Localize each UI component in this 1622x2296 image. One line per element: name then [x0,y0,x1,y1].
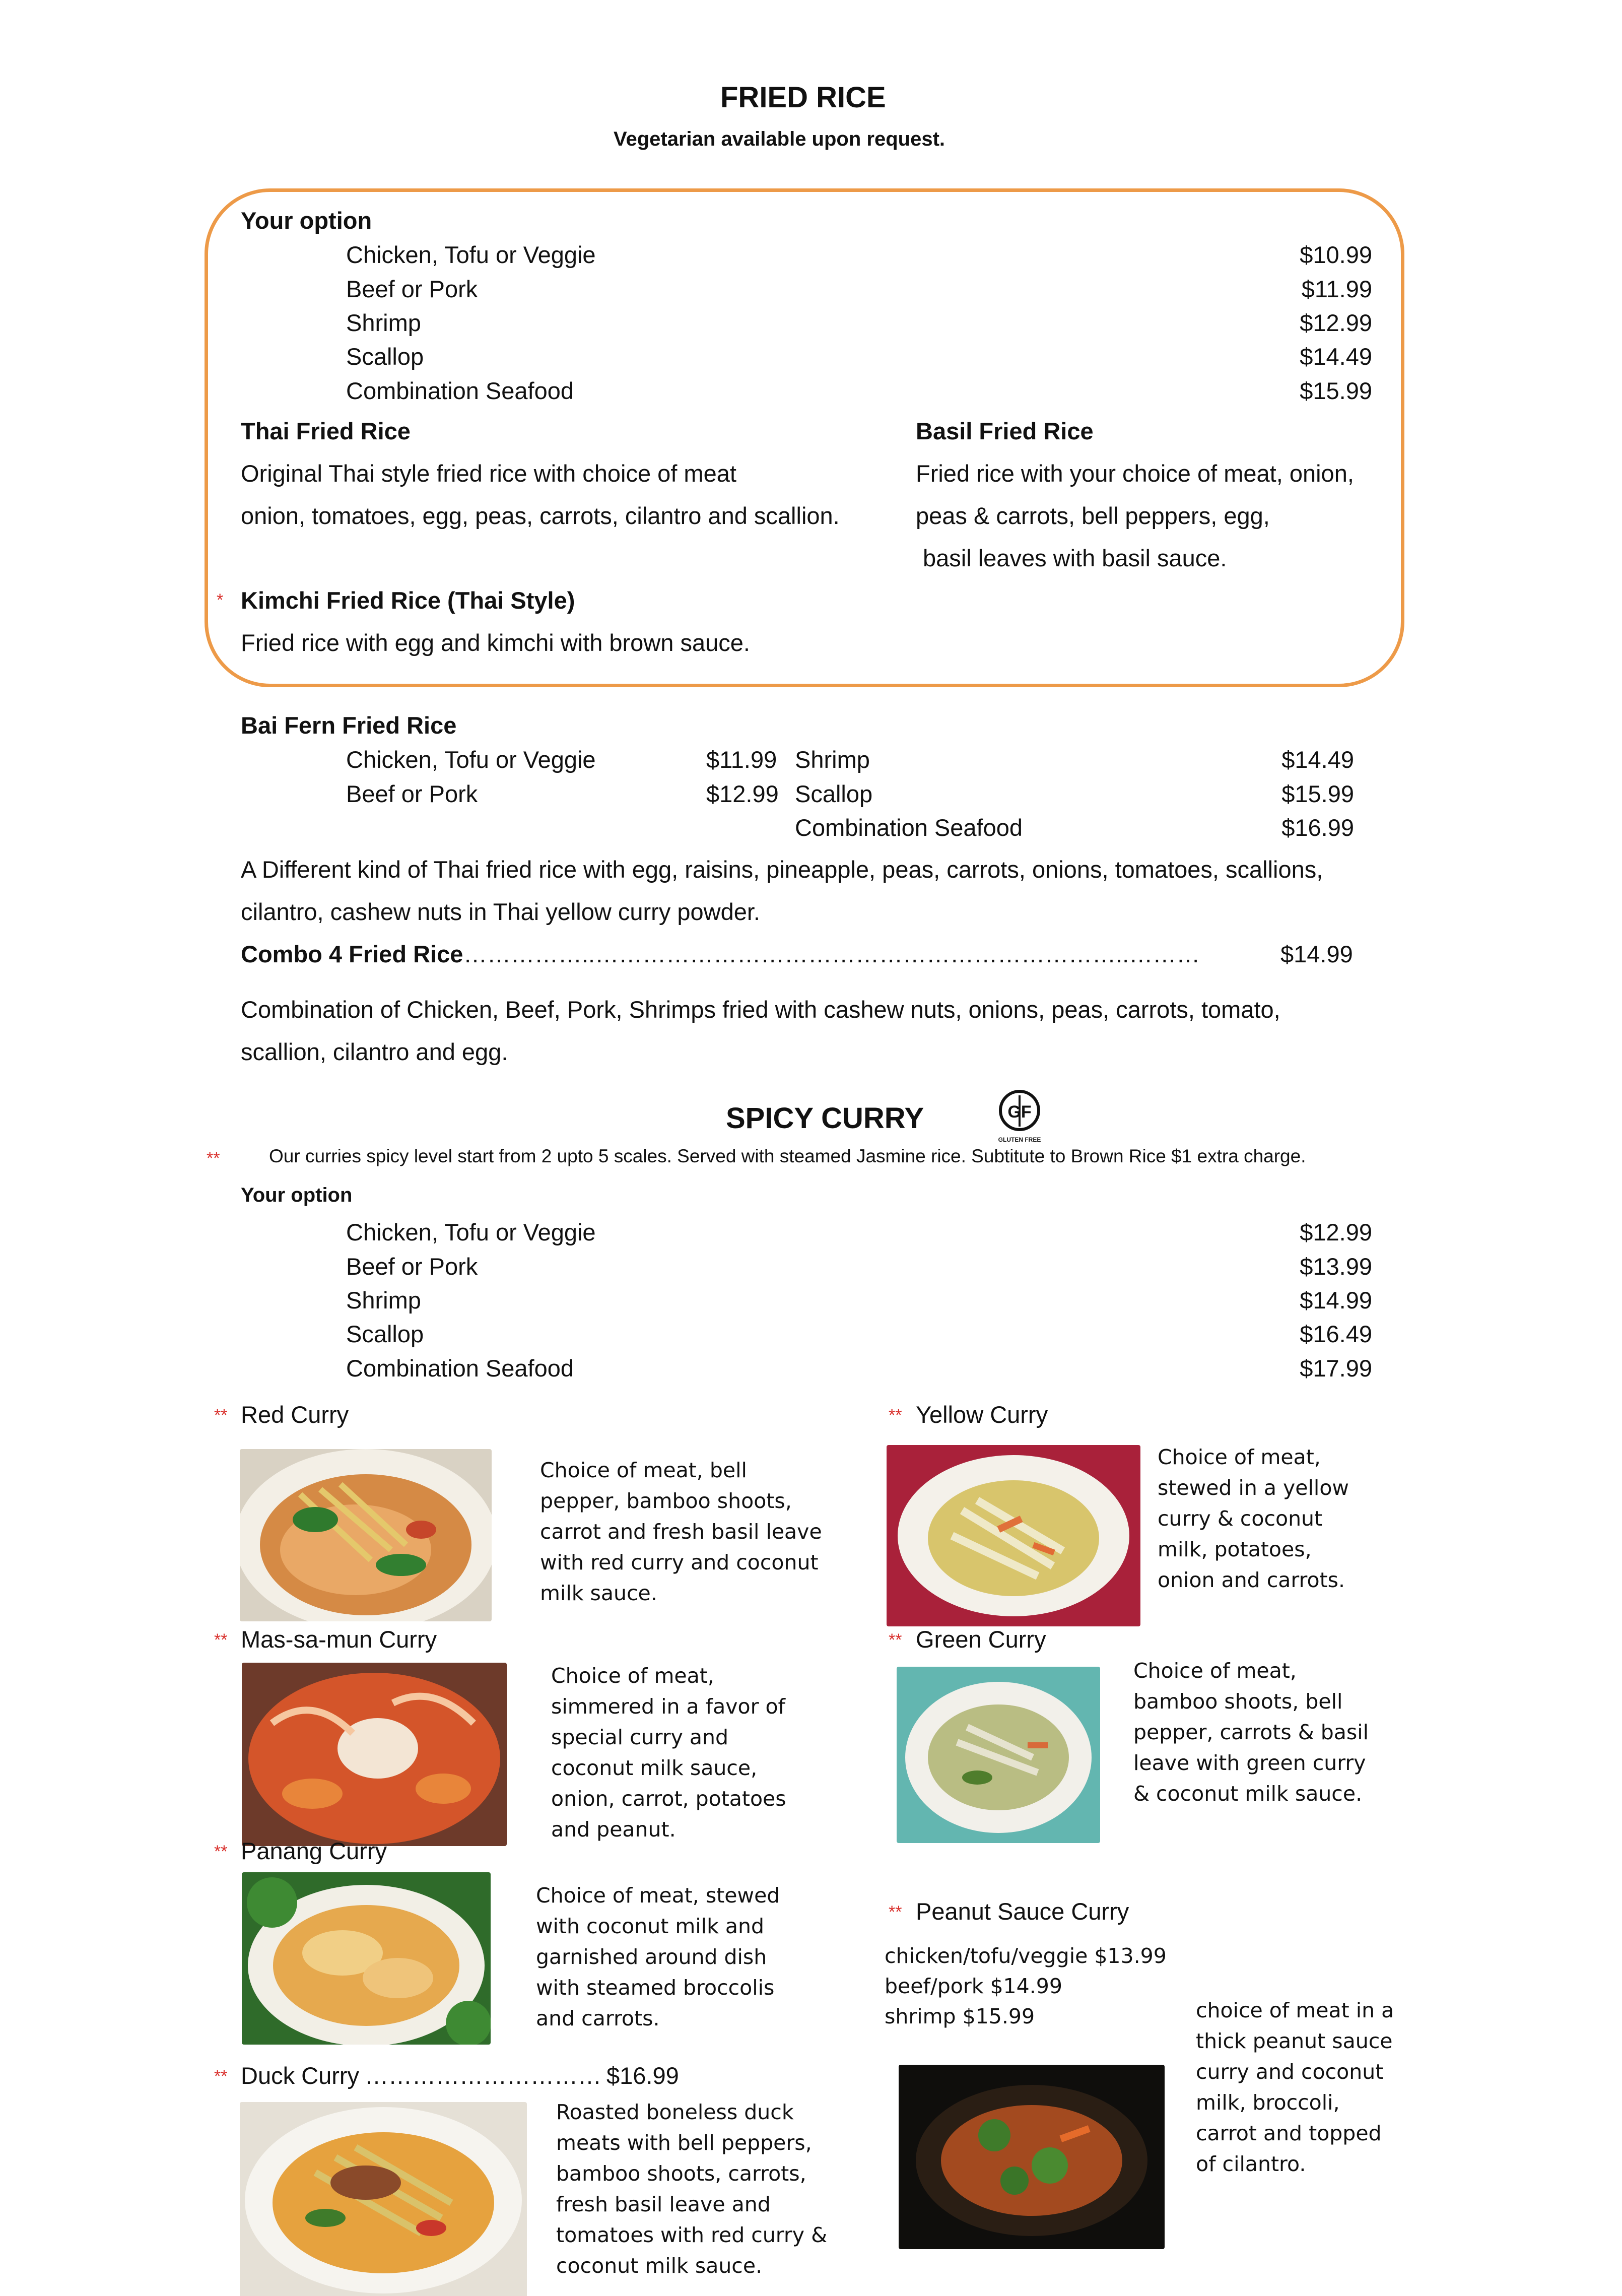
duck-curry-price: $16.99 [606,2062,679,2089]
combo-desc: scallion, cilantro and egg. [241,1038,508,1065]
massamun-curry-photo [242,1663,507,1846]
fried-rice-subtitle: Vegetarian available upon request. [614,128,945,150]
combo-desc: Combination of Chicken, Beef, Pork, Shrimps fried with cashew nuts, onions, peas, carrots, tomato, [241,996,1280,1023]
red-curry-desc: Choice of meat, bell pepper, bamboo shoots, carrot and fresh basil leave with red curry and coconut milk sauce. [540,1458,822,1605]
basil-fried-rice-desc: basil leaves with basil sauce. [923,545,1227,571]
option-price: $11.99 [1301,276,1372,302]
option-name: Shrimp [346,309,421,336]
option-name: Chicken, Tofu or Veggie [346,1219,596,1245]
panang-curry-photo [242,1872,491,2045]
duck-leader-dots: ………………………… [365,2062,601,2089]
option-name: Combination Seafood [346,377,574,404]
option-price: $12.99 [706,780,779,807]
gluten-free-caption: GLUTEN FREE [998,1136,1041,1143]
option-name: Scallop [346,1321,424,1347]
red-curry-photo [240,1449,492,1621]
basil-fried-rice-name: Basil Fried Rice [916,418,1094,444]
option-name: Scallop [346,343,424,370]
option-price: $12.99 [1300,309,1372,336]
spicy-curry-title: SPICY CURRY [726,1102,924,1135]
thai-fried-rice-desc: Original Thai style fried rice with choice of meat [241,460,736,487]
option-price: $15.99 [1281,780,1354,807]
peanut-curry-photo [899,2065,1165,2249]
panang-curry-name: Panang Curry [241,1838,387,1864]
green-curry-desc: Choice of meat, bamboo shoots, bell pepper, carrots & basil leave with green curry & coconut milk sauce. [1133,1659,1369,1806]
spicy-star: ** [214,1406,228,1425]
combo-price: $14.99 [1280,941,1353,967]
yellow-curry-desc: Choice of meat, stewed in a yellow curry & coconut milk, potatoes, onion and carrots. [1158,1445,1349,1592]
option-price: $14.99 [1300,1287,1372,1314]
duck-curry-desc: Roasted boneless duck meats with bell peppers, bamboo shoots, carrots, fresh basil leave and tomatoes with red curry & coconut milk sauce. [556,2100,828,2278]
spicy-star: ** [889,1630,902,1650]
option-price: $12.99 [1300,1219,1372,1245]
green-curry-name: Green Curry [916,1626,1046,1653]
option-name: Combination Seafood [346,1355,574,1382]
red-curry-name: Red Curry [241,1401,349,1428]
peanut-curry-price: chicken/tofu/veggie $13.99 [885,1944,1167,1968]
gluten-free-badge: GF [1007,1102,1032,1122]
option-name: Scallop [795,780,873,807]
spicy-star: ** [214,2067,228,2086]
bai-fern-desc: A Different kind of Thai fried rice with egg, raisins, pineapple, peas, carrots, onions, tomatoes, scallions, [241,856,1323,883]
duck-curry-name: Duck Curry [241,2062,360,2089]
bai-fern-name: Bai Fern Fried Rice [241,712,457,739]
peanut-curry-price: shrimp $15.99 [885,2004,1035,2028]
spicy-star: * [217,591,224,610]
fried-rice-title: FRIED RICE [720,81,886,114]
basil-fried-rice-desc: Fried rice with your choice of meat, onion, [916,460,1354,487]
peanut-curry-desc: choice of meat in a thick peanut sauce curry and coconut milk, broccoli, carrot and topped of cilantro. [1196,1998,1394,2176]
yellow-curry-name: Yellow Curry [916,1401,1048,1428]
yellow-curry-photo [887,1445,1140,1626]
bai-fern-desc: cilantro, cashew nuts in Thai yellow curry powder. [241,898,760,925]
option-name: Combination Seafood [795,814,1023,841]
gluten-free-icon [995,1088,1044,1145]
option-price: $10.99 [1300,241,1372,268]
spicy-star: ** [214,1842,228,1861]
spicy-star: ** [207,1149,220,1168]
basil-fried-rice-desc: peas & carrots, bell peppers, egg, [916,502,1270,529]
option-price: $17.99 [1300,1355,1372,1382]
massamun-curry-desc: Choice of meat, simmered in a favor of special curry and coconut milk sauce, onion, carrot, potatoes and peanut. [551,1664,786,1842]
curry-option-label: Your option [241,1184,353,1206]
option-price: $15.99 [1300,377,1372,404]
option-name: Chicken, Tofu or Veggie [346,241,596,268]
option-price: $14.49 [1281,746,1354,773]
option-price: $14.49 [1300,343,1372,370]
option-price: $13.99 [1300,1253,1372,1280]
spicy-star: ** [889,1406,902,1425]
spicy-star: ** [214,1630,228,1650]
peanut-curry-name: Peanut Sauce Curry [916,1898,1129,1925]
option-name: Beef or Pork [346,780,478,807]
peanut-curry-price: beef/pork $14.99 [885,1974,1062,1998]
option-name: Beef or Pork [346,1253,478,1280]
option-name: Beef or Pork [346,276,478,302]
thai-fried-rice-name: Thai Fried Rice [241,418,411,444]
kimchi-fried-rice-name: Kimchi Fried Rice (Thai Style) [241,587,575,614]
thai-fried-rice-desc: onion, tomatoes, egg, peas, carrots, cilantro and scallion. [241,502,840,529]
option-price: $16.49 [1300,1321,1372,1347]
option-price: $11.99 [706,746,777,773]
green-curry-photo [897,1667,1100,1843]
fried-rice-option-label: Your option [241,207,372,234]
option-name: Shrimp [795,746,870,773]
combo-fried-rice-name: Combo 4 Fried Rice [241,941,463,967]
curry-note: Our curries spicy level start from 2 upto 5 scales. Served with steamed Jasmine rice. Subtitute to Brown Rice $1 extra charge. [269,1146,1306,1166]
option-price: $16.99 [1281,814,1354,841]
option-name: Chicken, Tofu or Veggie [346,746,596,773]
combo-leader-dots: ……………..…………………………………………………………..……… [463,941,1200,967]
massamun-curry-name: Mas-sa-mun Curry [241,1626,437,1653]
spicy-star: ** [889,1903,902,1922]
duck-curry-photo [240,2102,527,2296]
option-name: Shrimp [346,1287,421,1314]
kimchi-fried-rice-desc: Fried rice with egg and kimchi with brown sauce. [241,629,750,656]
panang-curry-desc: Choice of meat, stewed with coconut milk and garnished around dish with steamed broccolis and carrots. [536,1883,780,2030]
